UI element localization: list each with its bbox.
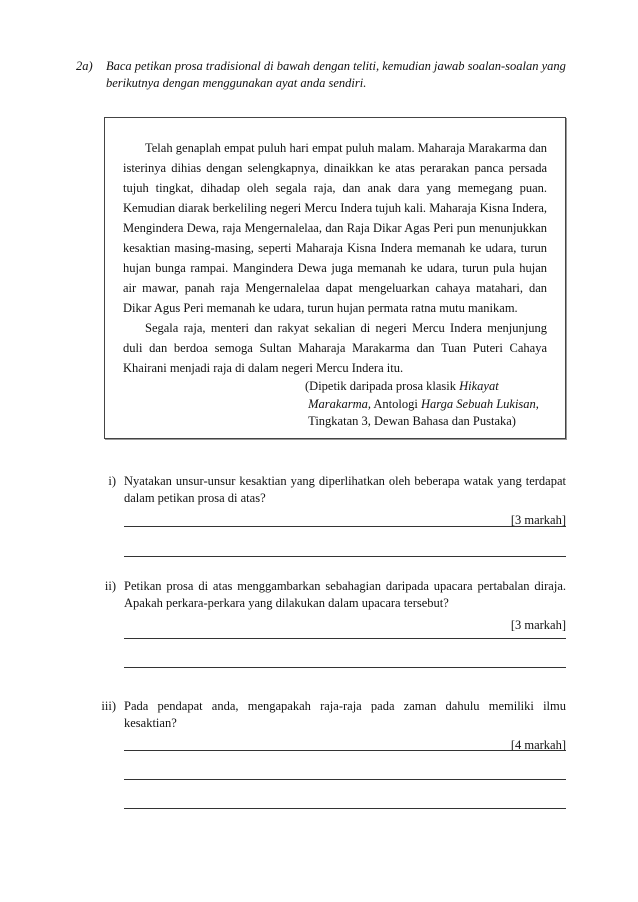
question-number: 2a) xyxy=(76,59,93,73)
question-i xyxy=(76,473,566,529)
question-iii xyxy=(76,698,566,754)
passage-paragraph-1: Telah genaplah empat puluh hari empat puluh malam. Maharaja Marakarma dan isterinya dihias dengan selengkapnya, dinaikkan ke atas perarakan panca persada tujuh tingkat, dihadap oleh segala raja, dan anak dara yang memegang puan. Kemudian diarak berkeliling negeri Mercu Indera tujuh kali. Maharaja Kisna Indera, Mengindera Dewa, raja Mengernalelaa, dan Raja Dikar Agas Peri pun menunjukkan kesaktian masing-masing, seperti Maharaja Kisna Indera memanah ke udara, turun hujan bunga rampai. Mangindera Dewa juga memanah ke udara, turun pula hujan air mawar, panah raja Mengernalelaa dapat mengeluarkan cahaya matahari, dan Dikar Agus Peri memanah ke udara, turun hujan permata ratna mutu manikam. xyxy=(123,141,547,315)
passage-box xyxy=(104,117,566,439)
question-header xyxy=(76,58,566,92)
question-ii-text: Petikan prosa di atas menggambarkan sebahagian daripada upacara pertabalan diraja. Apakah perkara-perkara yang dilakukan dalam upacara tersebut? xyxy=(124,579,566,610)
source-line-1: (Dipetik daripada prosa klasik Hikayat xyxy=(305,379,499,393)
question-i-marks: [3 markah] xyxy=(510,513,566,527)
question-instruction: Baca petikan prosa tradisional di bawah dengan teliti, kemudian jawab soalan-soalan yang berikutnya dengan menggunakan ayat anda sendiri. xyxy=(106,59,566,90)
passage-text xyxy=(123,138,547,378)
passage-source xyxy=(305,378,565,431)
question-iii-text: Pada pendapat anda, mengapakah raja-raja pada zaman dahulu memiliki ilmu kesaktian? xyxy=(124,699,566,730)
passage-paragraph-2: Segala raja, menteri dan rakyat sekalian di negeri Mercu Indera menjunjung duli dan berdoa semoga Sultan Maharaja Marakarma dan Tuan Puteri Cahaya Khairani menjadi raja di dalam negeri Mercu Indera itu. xyxy=(123,321,547,375)
question-i-text: Nyatakan unsur-unsur kesaktian yang diperlihatkan oleh beberapa watak yang terdapat dalam petikan prosa di atas? xyxy=(124,474,566,505)
answer-line[interactable] xyxy=(124,750,566,751)
question-iii-number: iii) xyxy=(101,699,116,713)
question-i-number: i) xyxy=(108,474,116,488)
answer-line[interactable] xyxy=(124,638,566,639)
answer-line[interactable] xyxy=(124,667,566,668)
source-line-3: Tingkatan 3, Dewan Bahasa dan Pustaka) xyxy=(308,414,516,428)
question-ii-number: ii) xyxy=(104,579,116,593)
question-iii-marks: [4 markah] xyxy=(510,738,566,752)
question-ii xyxy=(76,578,566,634)
answer-line[interactable] xyxy=(124,779,566,780)
answer-line[interactable] xyxy=(124,526,566,527)
question-ii-marks: [3 markah] xyxy=(510,618,566,632)
source-line-2: Marakarma, Antologi Harga Sebuah Lukisan, xyxy=(308,396,539,411)
answer-line[interactable] xyxy=(124,556,566,557)
answer-line[interactable] xyxy=(124,808,566,809)
